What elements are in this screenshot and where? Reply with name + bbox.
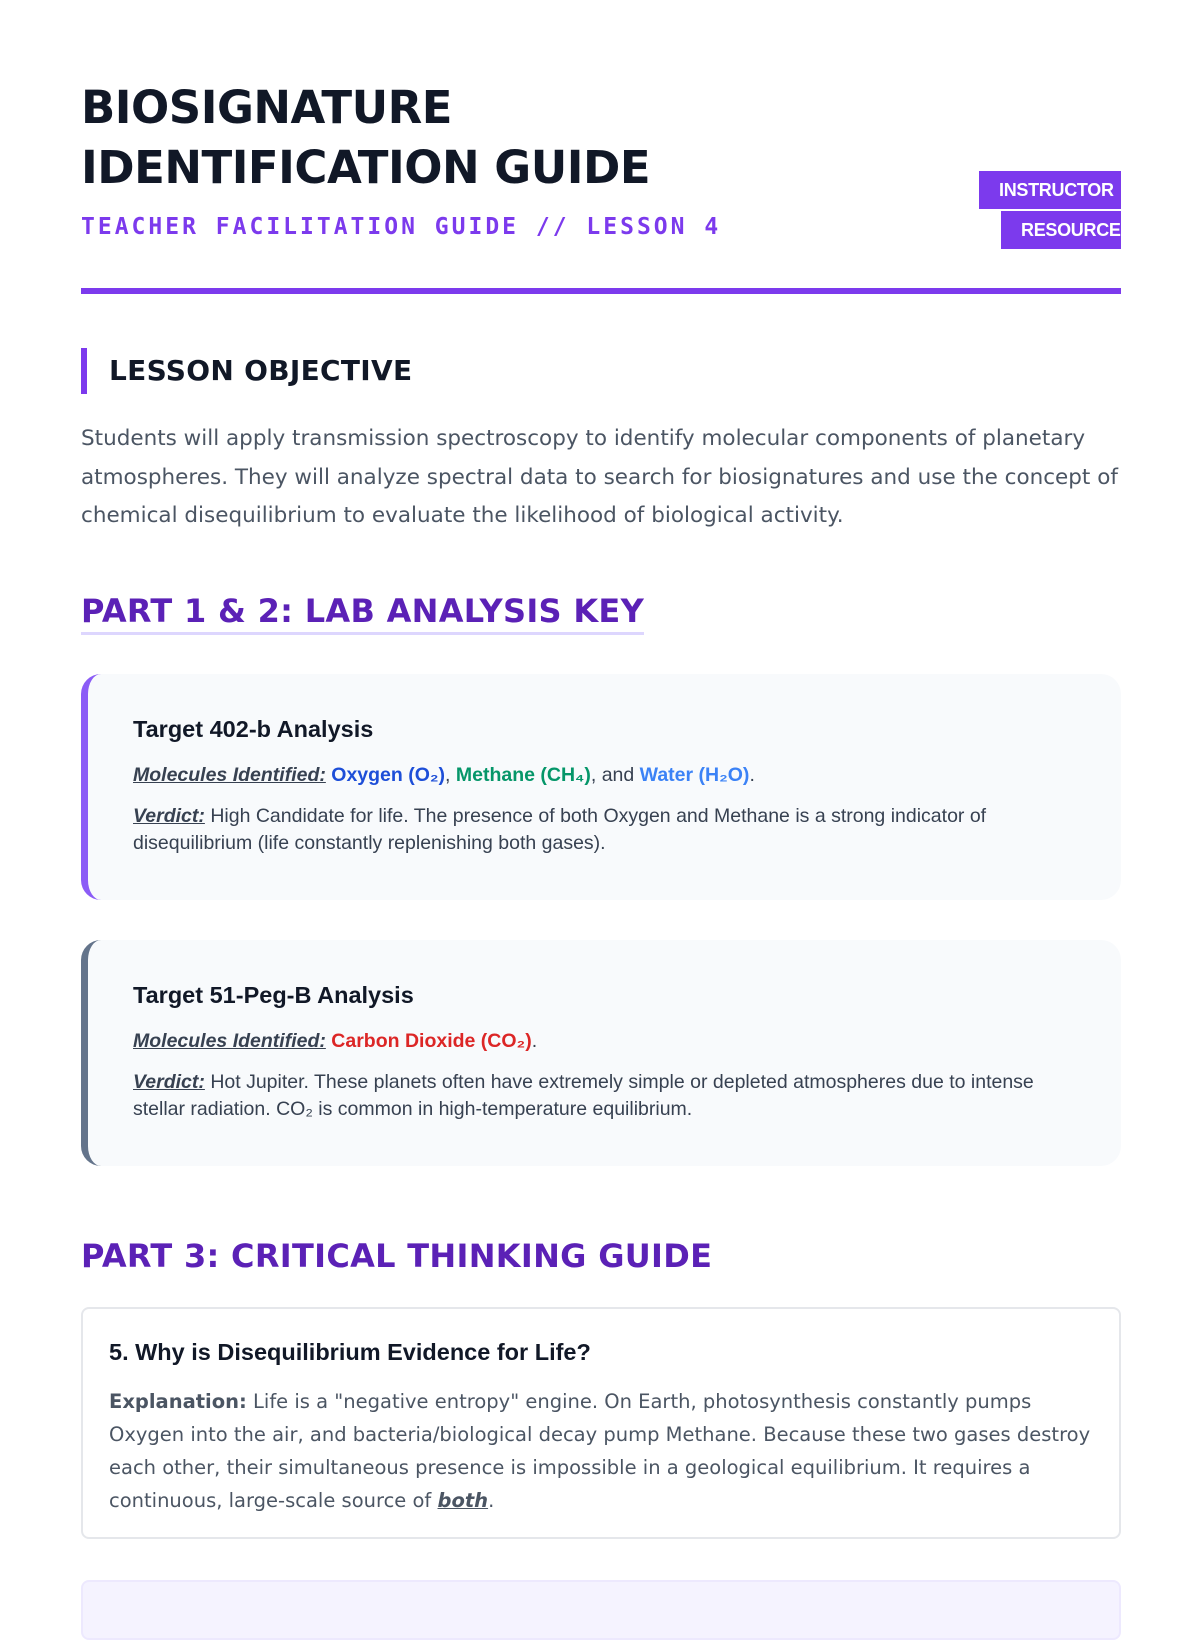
analysis-card-51pegb bbox=[81, 940, 1121, 1166]
title-line-1: BIOSIGNATURE bbox=[81, 81, 453, 134]
verdict-text: High Candidate for life. The presence of both Oxygen and Methane is a strong indicator of disequilibrium (life constantly replenishing both gases). bbox=[133, 805, 987, 854]
separator: , and bbox=[590, 764, 635, 786]
explanation-text bbox=[109, 1385, 1093, 1517]
card-title: Target 51-Peg-B Analysis bbox=[133, 982, 414, 1008]
page-title bbox=[81, 78, 1121, 198]
page-header bbox=[81, 78, 1121, 294]
badge-line-1: INSTRUCTOR bbox=[979, 171, 1121, 209]
card-title: Target 402-b Analysis bbox=[133, 716, 374, 742]
header-divider bbox=[81, 288, 1121, 294]
period: . bbox=[488, 1489, 495, 1512]
analysis-card-402b bbox=[81, 674, 1121, 900]
verdict-line bbox=[133, 803, 1081, 857]
period: . bbox=[749, 764, 755, 786]
molecule-methane: Methane (CH₄) bbox=[455, 764, 591, 786]
period: . bbox=[531, 1030, 538, 1052]
objective-text: Students will apply transmission spectroscopy to identify molecular components of planetary atmospheres. They will analyze spectral data to search for biosignatures and use the concept of chemical disequilibrium to evaluate the likelihood of biological activity. bbox=[81, 426, 1118, 528]
part3-heading: PART 3: CRITICAL THINKING GUIDE bbox=[81, 1237, 713, 1275]
question-card bbox=[81, 1307, 1121, 1539]
instructor-badge bbox=[979, 171, 1121, 251]
badge-line-2: RESOURCE bbox=[1001, 211, 1121, 249]
molecules-line bbox=[133, 762, 1081, 789]
explanation-label: Explanation: bbox=[109, 1390, 247, 1413]
verdict-text: Hot Jupiter. These planets often have extremely simple or depleted atmospheres due to intense stellar radiation. CO₂ is common in high-temperature equilibrium. bbox=[133, 1071, 1034, 1120]
explanation-body: Life is a "negative entropy" engine. On Earth, photosynthesis constantly pumps Oxygen into the air, and bacteria/biological decay pump Methane. Because these two gases destroy each other, their simultaneous presence is impossible in a geological equilibrium. It requires a continuous, large-scale source of bbox=[109, 1390, 1091, 1512]
page-subtitle: TEACHER FACILITATION GUIDE // LESSON 4 bbox=[81, 214, 722, 240]
molecules-label: Molecules Identified: bbox=[133, 1030, 326, 1052]
molecule-water: Water (H₂O) bbox=[639, 764, 750, 786]
objective-heading-block bbox=[81, 348, 412, 394]
molecules-line bbox=[133, 1028, 1081, 1055]
question-title: 5. Why is Disequilibrium Evidence for Life? bbox=[109, 1339, 591, 1365]
molecule-co2: Carbon Dioxide (CO₂) bbox=[331, 1030, 532, 1052]
title-line-2: IDENTIFICATION GUIDE bbox=[81, 141, 651, 194]
objective-heading: LESSON OBJECTIVE bbox=[109, 354, 413, 387]
emphasis-word: both bbox=[437, 1489, 489, 1512]
verdict-line bbox=[133, 1069, 1081, 1123]
molecule-oxygen: Oxygen (O₂) bbox=[331, 764, 446, 786]
next-section-box bbox=[81, 1580, 1121, 1640]
separator: , bbox=[445, 764, 451, 786]
molecules-label: Molecules Identified: bbox=[133, 764, 326, 786]
part1-heading: PART 1 & 2: LAB ANALYSIS KEY bbox=[81, 590, 644, 635]
verdict-label: Verdict: bbox=[133, 805, 205, 827]
verdict-label: Verdict: bbox=[133, 1071, 205, 1093]
